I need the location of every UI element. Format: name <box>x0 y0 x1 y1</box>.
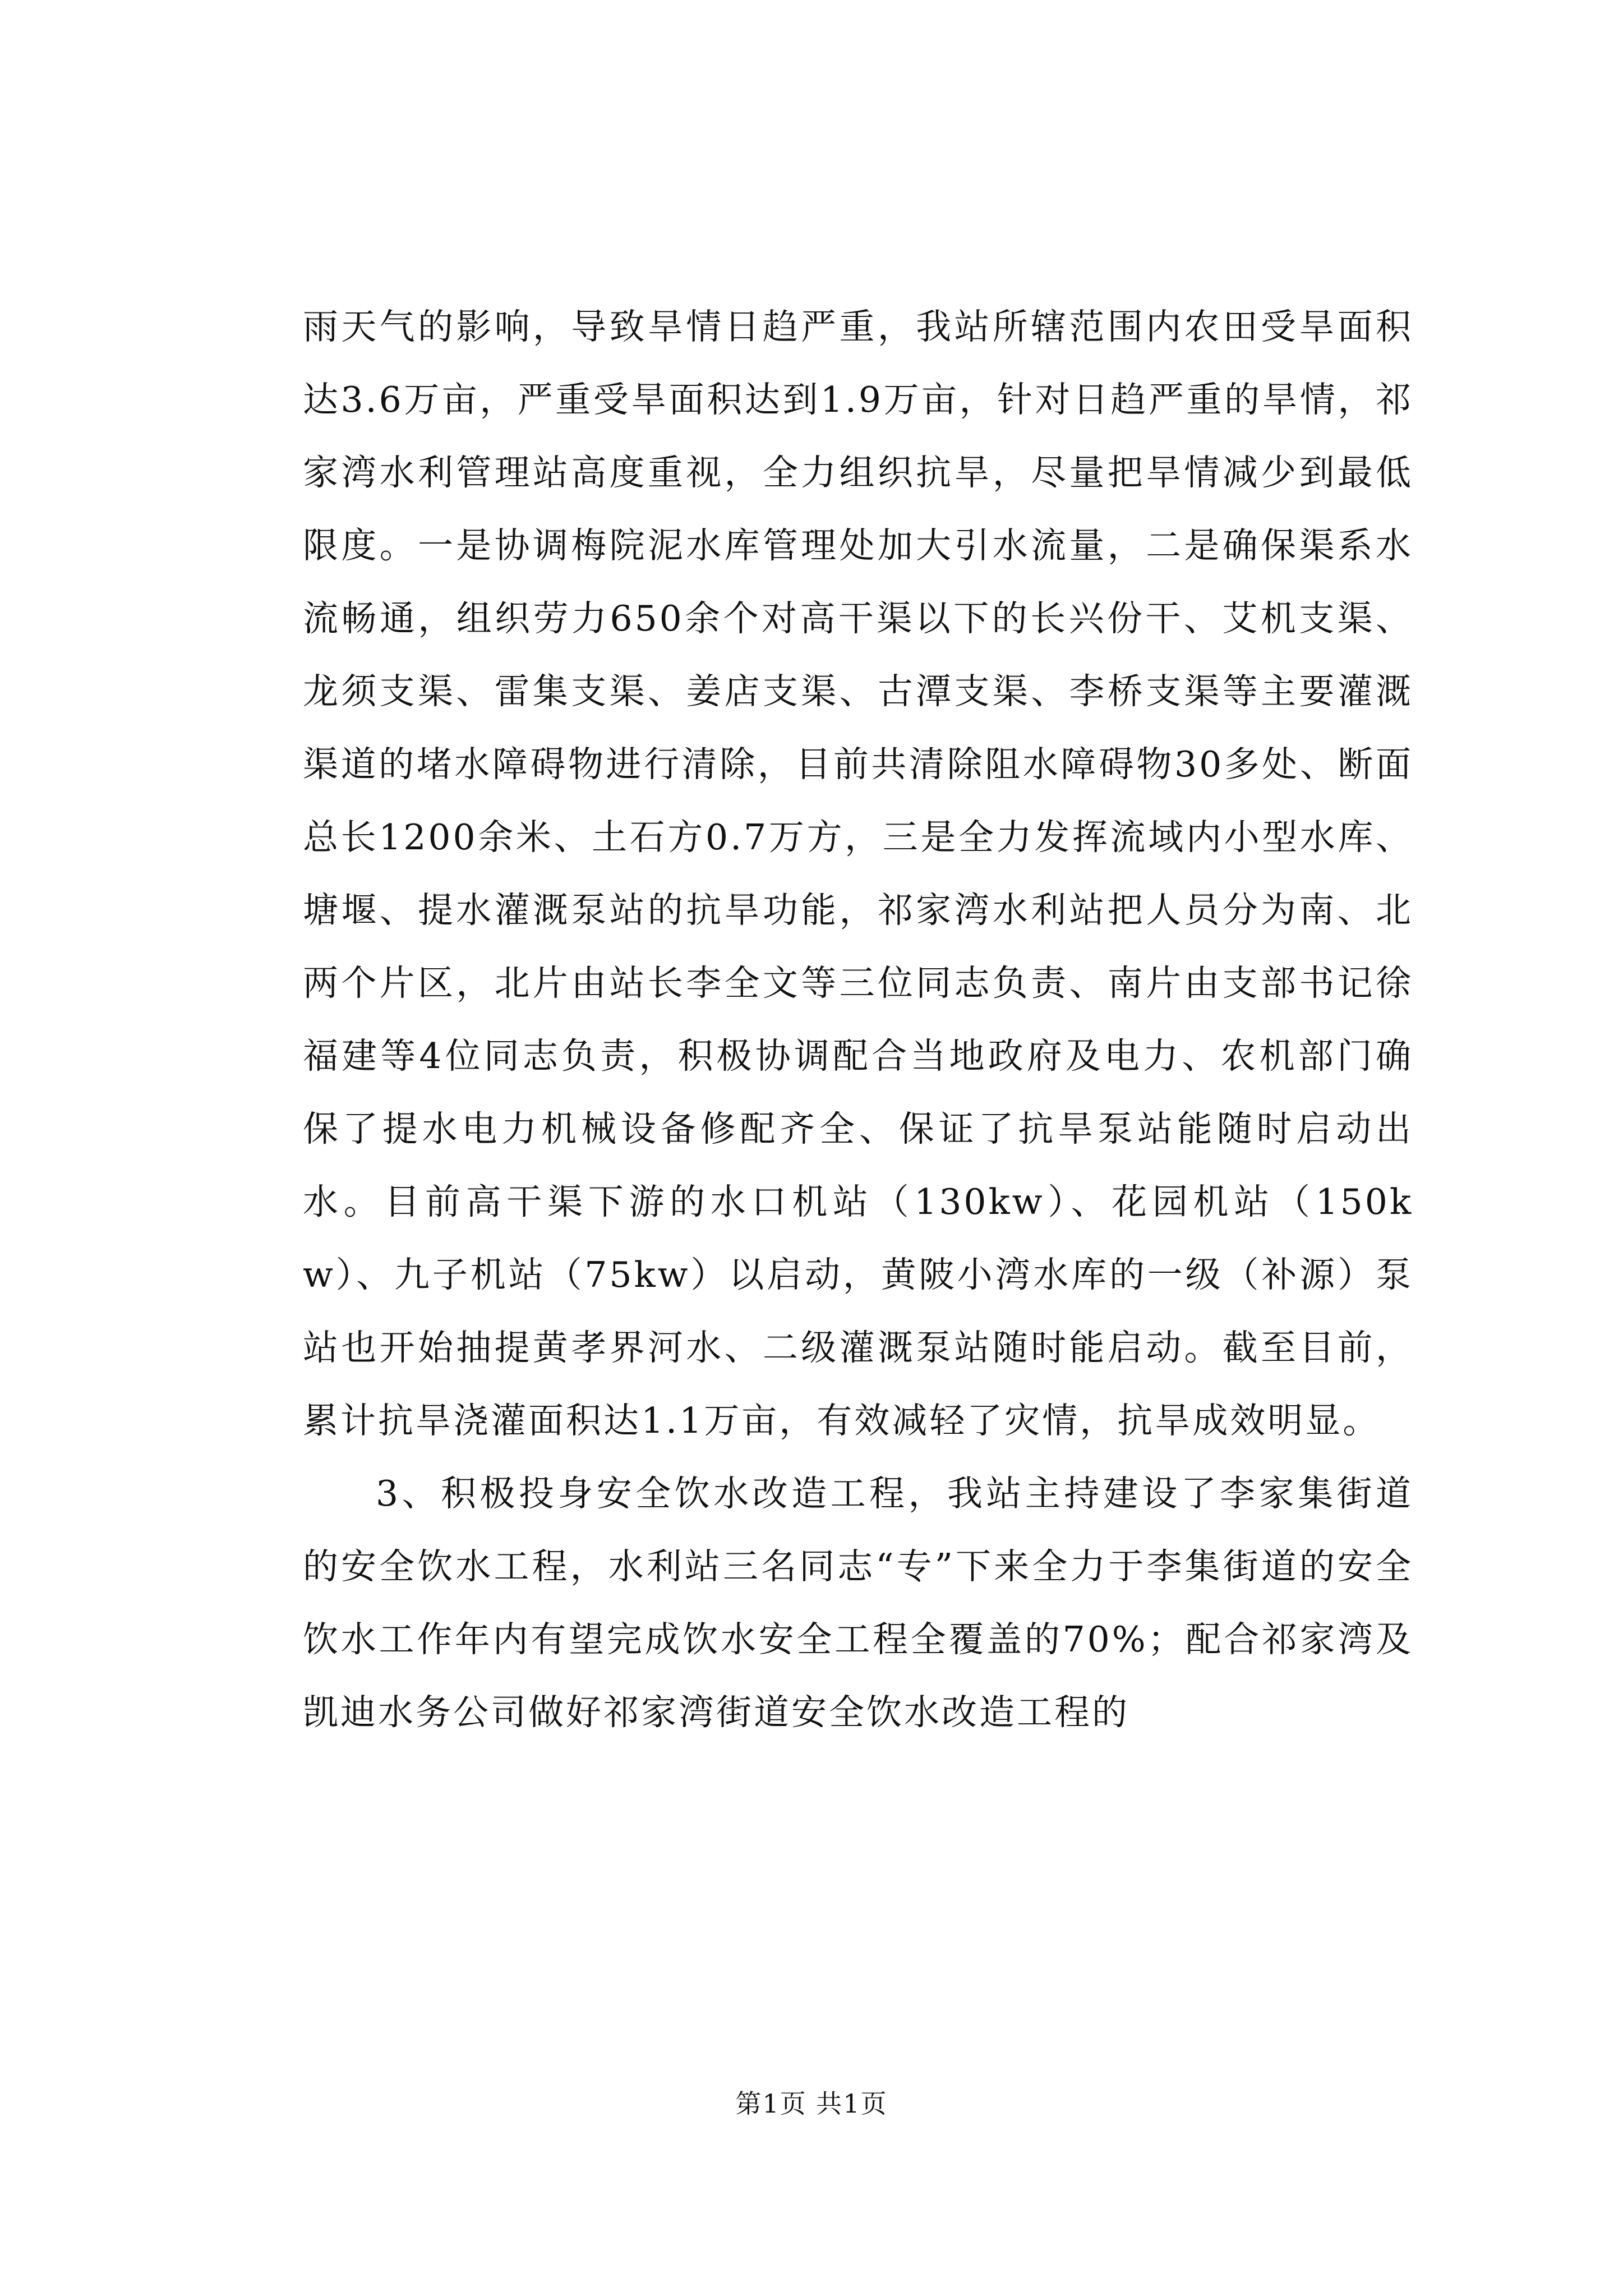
paragraph-drought-relief: 雨天气的影响，导致旱情日趋严重，我站所辖范围内农田受旱面积达3.6万亩，严重受旱面积达到1.9万亩，针对日趋严重的旱情，祁家湾水利管理站高度重视，全力组织抗旱，尽量把旱情减少到最低限度。一是协调梅院泥水库管理处加大引水流量，二是确保渠系水流畅通，组织劳力650余个对高干渠以下的长兴份干、艾机支渠、龙须支渠、雷集支渠、姜店支渠、古潭支渠、李桥支渠等主要灌溉渠道的堵水障碍物进行清除，目前共清除阻水障碍物30多处、断面总长1200余米、土石方0.7万方，三是全力发挥流域内小型水库、塘堰、提水灌溉泵站的抗旱功能，祁家湾水利站把人员分为南、北两个片区，北片由站长李全文等三位同志负责、南片由支部书记徐福建等4位同志负责，积极协调配合当地政府及电力、农机部门确保了提水电力机械设备修配齐全、保证了抗旱泵站能随时启动出水。目前高干渠下游的水口机站（130kw）、花园机站（150kw）、九子机站（75kw）以启动，黄陂小湾水库的一级（补源）泵站也开始抽提黄孝界河水、二级灌溉泵站随时能启动。截至目前，累计抗旱浇灌面积达1.1万亩，有效减轻了灾情，抗旱成效明显。 <box>303 306 1413 1441</box>
paragraph-safe-drinking-water: 3、积极投身安全饮水改造工程，我站主持建设了李家集街道的安全饮水工程，水利站三名同志“专”下来全力于李集街道的安全饮水工作年内有望完成饮水安全工程全覆盖的70%；配合祁家湾及凯迪水务公司做好祁家湾街道安全饮水改造工程的 <box>303 1473 1413 1733</box>
document-body <box>303 291 1413 1749</box>
page-footer: 第1页 共1页 <box>735 2088 888 2119</box>
